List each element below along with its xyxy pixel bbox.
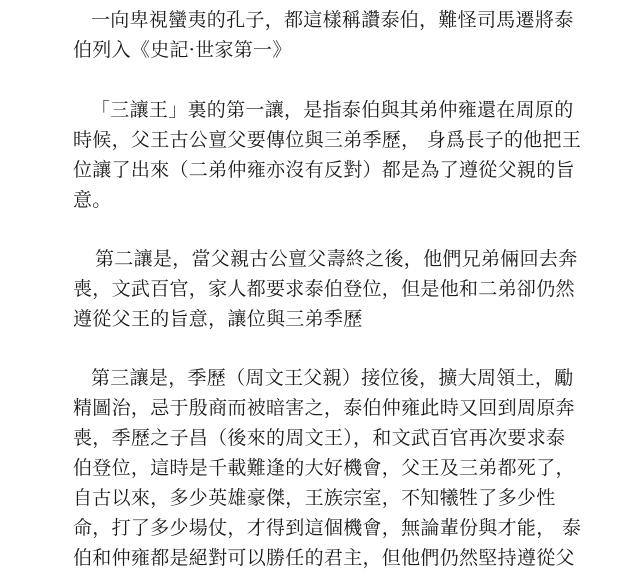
paragraph-2-line-3: 位讓了出來（二弟仲雍亦沒有反對）都是為了遵從父親的旨 [73, 159, 575, 181]
paragraph-4-line-6: 命，打了多少場仗，才得到這個機會，無論輩份與才能， 泰 [73, 517, 582, 539]
paragraph-4-line-4: 伯登位，這時是千載難逢的大好機會，父王及三弟都死了， [73, 457, 575, 479]
paragraph-4-line-7: 伯和仲雍都是絕對可以勝任的君主，但他們仍然堅持遵從父 [73, 547, 575, 569]
paragraph-2-line-1: 「三讓王」裏的第一讓，是指泰伯與其弟仲雍還在周原的 [91, 99, 574, 121]
paragraph-4-line-2: 精圖治，忌于殷商而被暗害之，泰伯仲雍此時又回到周原奔 [73, 397, 575, 419]
paragraph-4-line-3: 喪，季歷之子昌（後來的周文王），和文武百官再次要求泰 [73, 427, 566, 449]
paragraph-2-line-2: 時候，父王古公亶父要傳位與三弟季歷， 身爲長子的他把王 [73, 129, 582, 151]
paragraph-1-line-2: 伯列入《史記·世家第一》 [73, 39, 292, 61]
paragraph-4-line-1: 第三讓是，季歷（周文王父親）接位後，擴大周領土，勵 [91, 367, 574, 389]
paragraph-2-line-4: 意。 [73, 189, 112, 211]
paragraph-4-line-5: 自古以來，多少英雄豪傑，王族宗室，不知犧牲了多少性 [73, 487, 556, 509]
paragraph-3-line-3: 遵從父王的旨意，讓位與三弟季歷 [73, 308, 363, 330]
paragraph-3-line-2: 喪，文武百官，家人都要求泰伯登位，但是他和二弟卻仍然 [73, 278, 575, 300]
paragraph-3-line-1: 第二讓是，當父親古公亶父壽終之後，他們兄弟倆回去奔 [95, 248, 578, 270]
paragraph-1-line-1: 一向卑視蠻夷的孔子，都這樣稱讚泰伯，難怪司馬遷將泰 [91, 9, 574, 31]
